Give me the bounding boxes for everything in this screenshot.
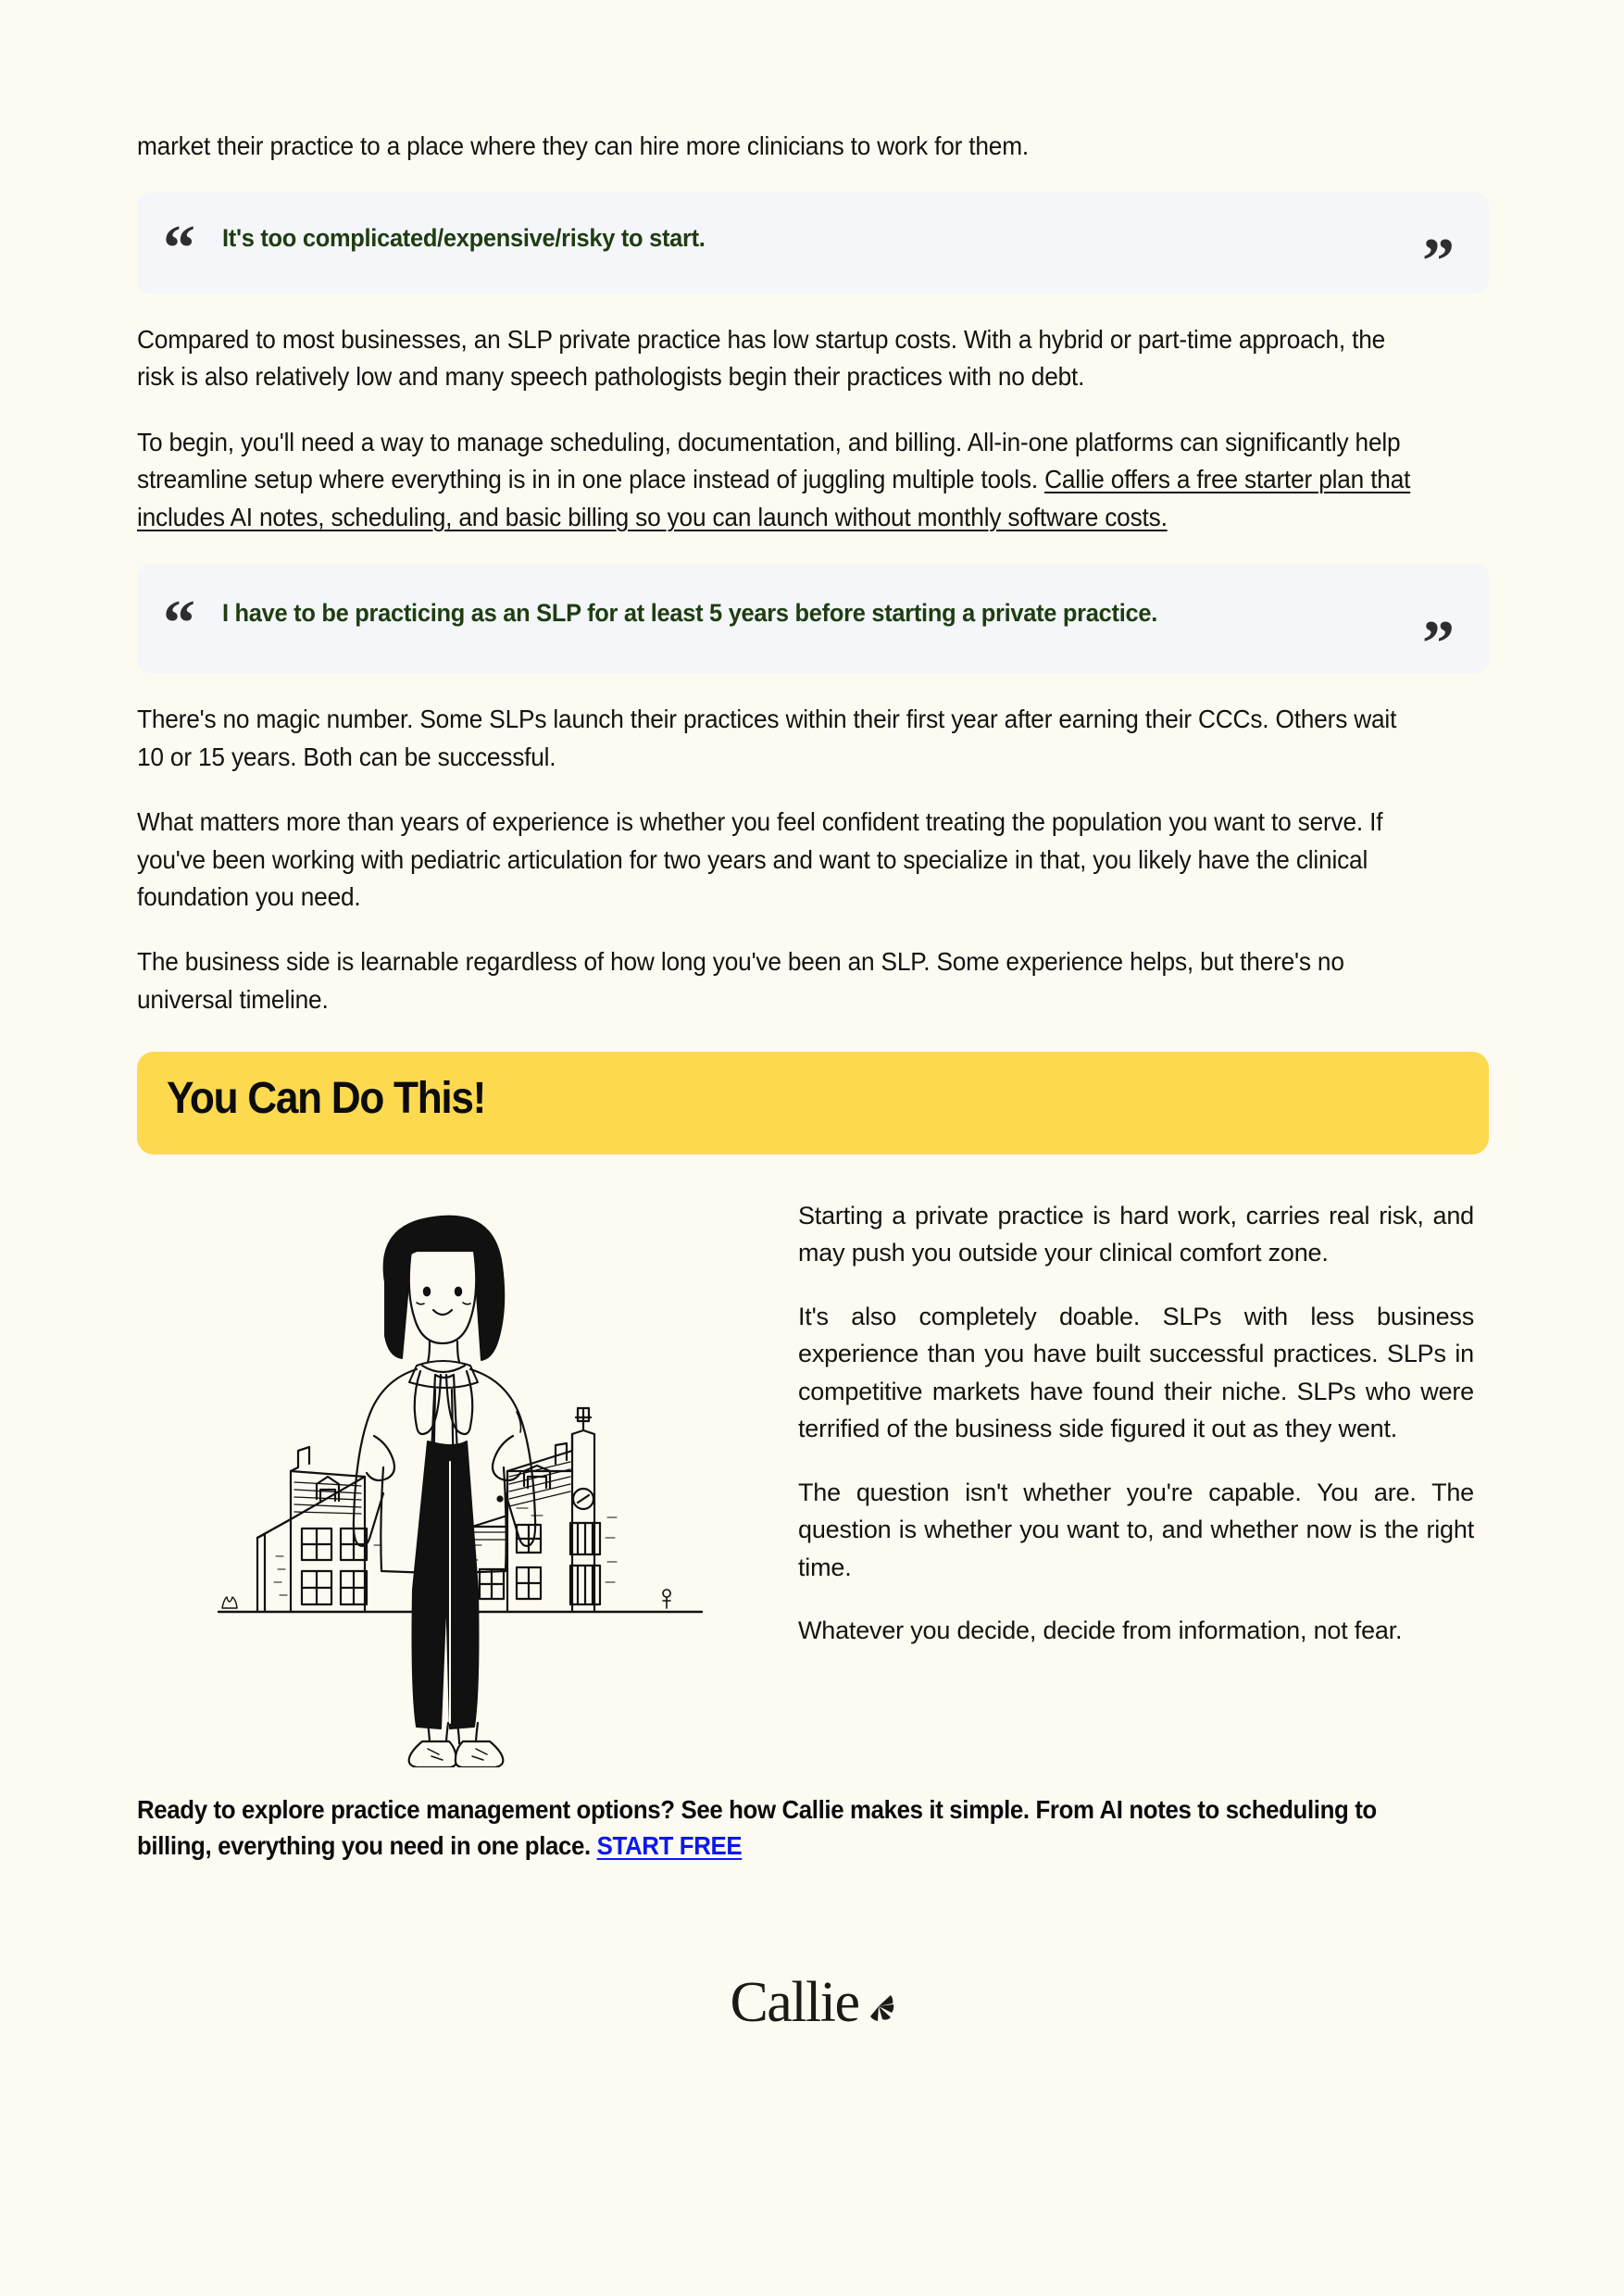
close-quote-icon: ” (1422, 226, 1452, 298)
feature-paragraph-3: The question isn't whether you're capable. You are. The question is whether you want to, and whether now is the right time. (798, 1478, 1474, 1581)
feature-paragraph-2: It's also completely doable. SLPs with less business experience than you have built successful practices. SLPs in competitive markets have found their niche. SLPs who were terrified of the business side figured it out as they went. (798, 1302, 1474, 1443)
illustration-woman-and-houses (137, 1182, 785, 1767)
close-quote-icon: ” (1422, 607, 1452, 680)
pullquote-block-1 (137, 193, 1489, 298)
footer (0, 1971, 1624, 2034)
section-one-paragraph-2-text: To begin, you'll need a way to manage scheduling, documentation, and billing. All-in-one platforms can significantly help streamline setup where everything is in in one place instead of juggling multiple tools. (137, 427, 1401, 494)
pullquote-text-1: It's too complicated/expensive/risky to start. (222, 224, 706, 253)
banner-title: You Can Do This! (167, 1074, 486, 1124)
pullquote-block-2 (137, 564, 1489, 680)
cta-block (137, 1791, 1391, 1864)
feature-paragraph-1: Starting a private practice is hard work, carries real risk, and may push you outside your clinical comfort zone. (798, 1201, 1474, 1267)
pullquote-text-2: I have to be practicing as an SLP for at least 5 years before starting a private practice. (222, 598, 1157, 627)
open-quote-icon: “ (163, 213, 193, 285)
section-two-paragraph-1: There's no magic number. Some SLPs launch their practices within their first year after earning their CCCs. Others wait 10 or 15 years. Both can be successful. (137, 705, 1397, 771)
feature-copy (785, 1182, 1489, 1650)
section-two-paragraph-2: What matters more than years of experience is whether you feel confident treating the population you want to serve. If you've been working with pediatric articulation for two years and want to specialize in that, you likely have the clinical foundation you need. (137, 807, 1383, 911)
open-quote-icon: “ (163, 587, 193, 659)
feature-paragraph-4: Whatever you decide, decide from information, not fear. (798, 1616, 1403, 1645)
callie-logo (730, 1971, 893, 2034)
section-one-paragraph-2 (137, 424, 1428, 536)
callie-starter-plan-link[interactable]: Callie offers a free starter plan that includes AI notes, scheduling, and basic billing so you can launch without monthly software costs. (137, 465, 1411, 531)
encouragement-banner (137, 1052, 1489, 1154)
section-one-paragraph-1: Compared to most businesses, an SLP private practice has low startup costs. With a hybrid or part-time approach, the risk is also relatively low and many speech pathologists begin their practices with no debt. (137, 324, 1386, 392)
illustration-svg (202, 1193, 720, 1767)
cta-text: Ready to explore practice management options? See how Callie makes it simple. From AI notes to scheduling to billing, everything you need in one place. (137, 1794, 1377, 1860)
sparkle-icon (863, 1990, 894, 2026)
section-two-paragraph-3: The business side is learnable regardless of how long you've been an SLP. Some experience helps, but there's no universal timeline. (137, 947, 1344, 1014)
logo-wordmark: Callie (730, 1971, 859, 2034)
feature-section (137, 1182, 1489, 1767)
start-free-link[interactable]: START FREE (596, 1830, 743, 1860)
continued-paragraph: market their practice to a place where they can hire more clinicians to work for them. (137, 131, 1029, 160)
document-content (137, 0, 1489, 1864)
